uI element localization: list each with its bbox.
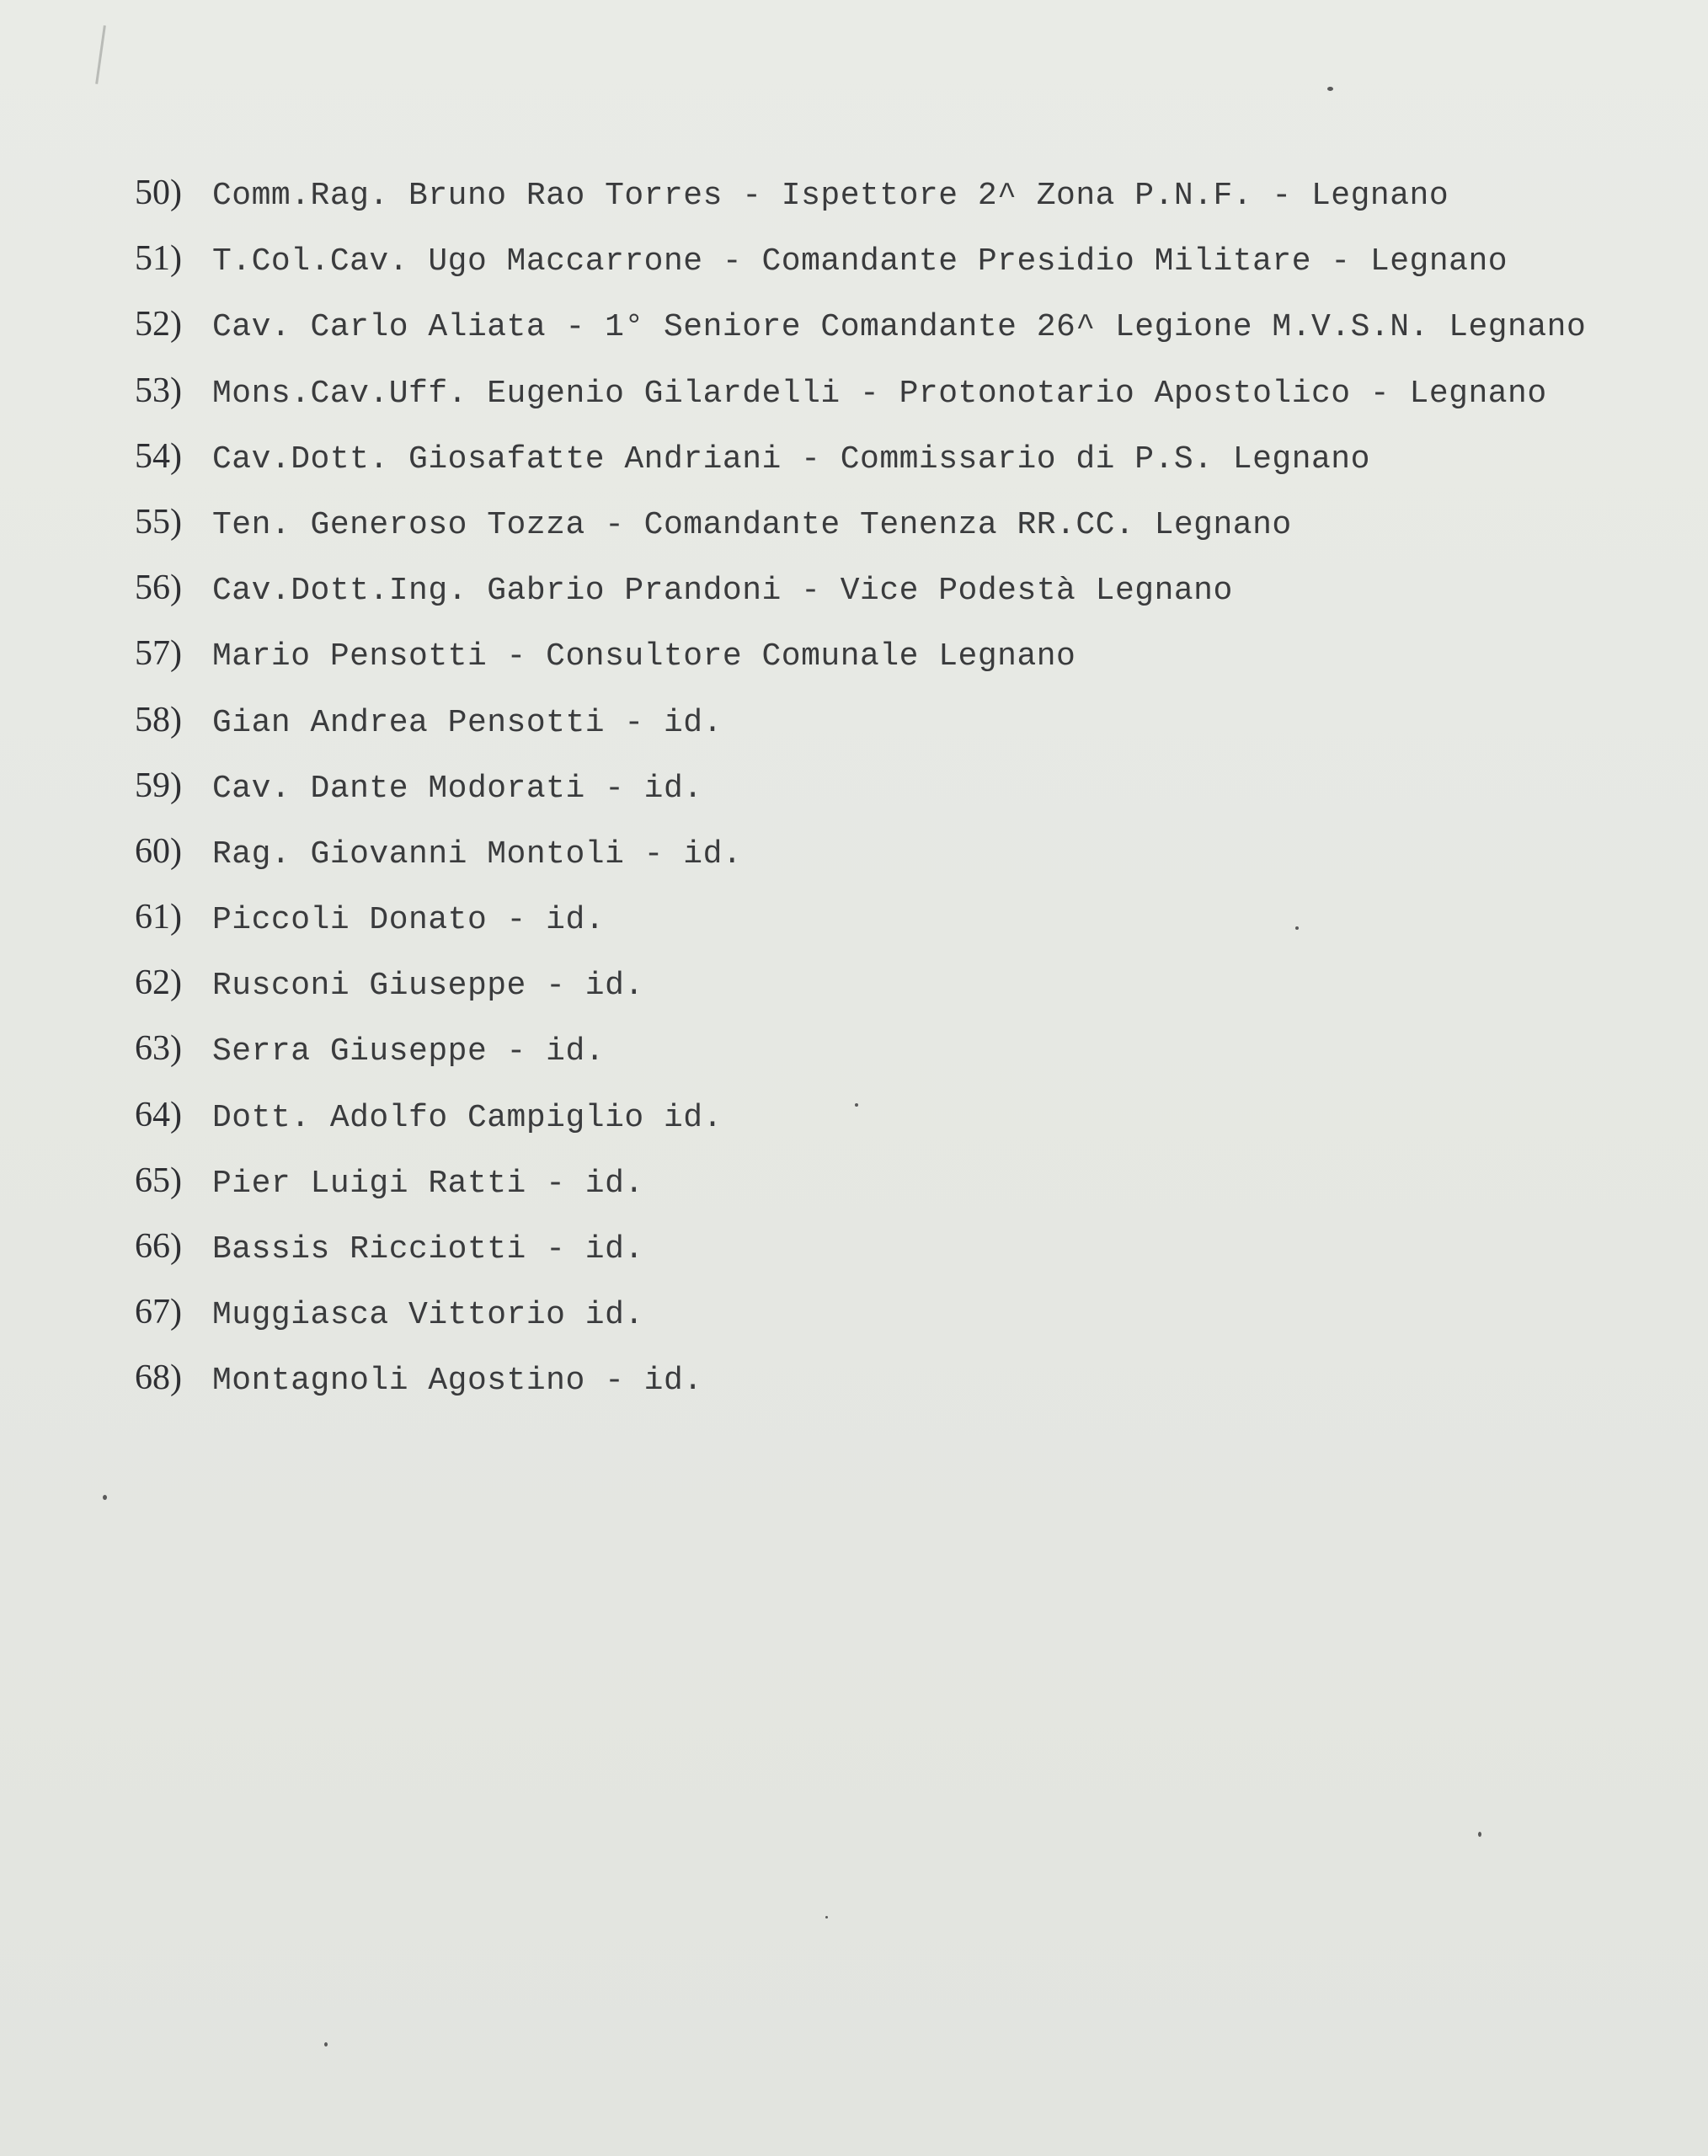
paper-speck <box>1295 926 1299 930</box>
list-item <box>135 160 1651 226</box>
list-item <box>135 1279 1651 1345</box>
item-number: 56) <box>135 568 182 608</box>
list-item <box>135 884 1651 950</box>
list-item <box>135 424 1651 489</box>
list-item <box>135 226 1651 291</box>
item-text: Mons.Cav.Uff. Eugenio Gilardelli - Protonotario Apostolico - Legnano <box>212 375 1547 412</box>
list-item <box>135 555 1651 621</box>
paper-speck <box>324 2042 328 2047</box>
list-item <box>135 950 1651 1016</box>
item-text: Cav.Dott. Giosafatte Andriani - Commissario di P.S. Legnano <box>212 440 1370 478</box>
list-item <box>135 1148 1651 1214</box>
item-number: 55) <box>135 502 182 542</box>
list-item <box>135 358 1651 424</box>
item-text: Gian Andrea Pensotti - id. <box>212 704 723 741</box>
item-number: 50) <box>135 173 182 212</box>
item-text: Montagnoli Agostino - id. <box>212 1363 703 1400</box>
item-number: 54) <box>135 436 182 476</box>
list-item <box>135 1345 1651 1411</box>
item-text: Cav.Dott.Ing. Gabrio Prandoni - Vice Podestà Legnano <box>212 573 1233 610</box>
list-item <box>135 687 1651 753</box>
item-text: Rag. Giovanni Montoli - id. <box>212 835 743 873</box>
item-text: Ten. Generoso Tozza - Comandante Tenenza RR.CC. Legnano <box>212 506 1292 543</box>
item-number: 53) <box>135 371 182 410</box>
item-number: 58) <box>135 700 182 739</box>
list-item <box>135 1016 1651 1081</box>
item-number: 65) <box>135 1161 182 1200</box>
paper-speck <box>825 1916 828 1919</box>
item-text: Cav. Dante Modorati - id. <box>212 770 703 807</box>
list-item <box>135 291 1651 357</box>
list-item <box>135 489 1651 555</box>
name-list <box>135 160 1651 1412</box>
paper-speck <box>1327 87 1333 91</box>
paper-speck <box>1478 1832 1481 1837</box>
item-text: Cav. Carlo Aliata - 1° Seniore Comandante 26^ Legione M.V.S.N. Legnano <box>212 309 1587 346</box>
item-text: Mario Pensotti - Consultore Comunale Legnano <box>212 638 1076 675</box>
item-number: 60) <box>135 831 182 871</box>
item-number: 64) <box>135 1095 182 1134</box>
item-number: 51) <box>135 239 182 279</box>
list-item <box>135 621 1651 686</box>
item-text: Rusconi Giuseppe - id. <box>212 968 644 1005</box>
item-text: T.Col.Cav. Ugo Maccarrone - Comandante Presidio Militare - Legnano <box>212 243 1508 280</box>
item-number: 62) <box>135 963 182 1003</box>
list-item <box>135 1214 1651 1279</box>
item-number: 68) <box>135 1358 182 1398</box>
item-number: 52) <box>135 305 182 344</box>
list-item <box>135 819 1651 884</box>
item-text: Bassis Ricciotti - id. <box>212 1231 644 1267</box>
item-text: Piccoli Donato - id. <box>212 902 606 939</box>
item-number: 63) <box>135 1029 182 1069</box>
paper-edge-mark <box>95 25 106 84</box>
list-item <box>135 753 1651 819</box>
item-text: Serra Giuseppe - id. <box>212 1033 606 1070</box>
paper-speck <box>103 1495 107 1500</box>
item-number: 67) <box>135 1293 182 1332</box>
item-number: 66) <box>135 1227 182 1266</box>
list-item <box>135 1082 1651 1148</box>
item-text: Comm.Rag. Bruno Rao Torres - Ispettore 2^ Zona P.N.F. - Legnano <box>212 178 1449 214</box>
item-number: 57) <box>135 634 182 674</box>
item-text: Dott. Adolfo Campiglio id. <box>212 1099 723 1136</box>
item-number: 61) <box>135 898 182 937</box>
item-number: 59) <box>135 766 182 805</box>
item-text: Pier Luigi Ratti - id. <box>212 1165 644 1202</box>
paper-speck <box>855 1103 858 1107</box>
item-text: Muggiasca Vittorio id. <box>212 1297 644 1334</box>
